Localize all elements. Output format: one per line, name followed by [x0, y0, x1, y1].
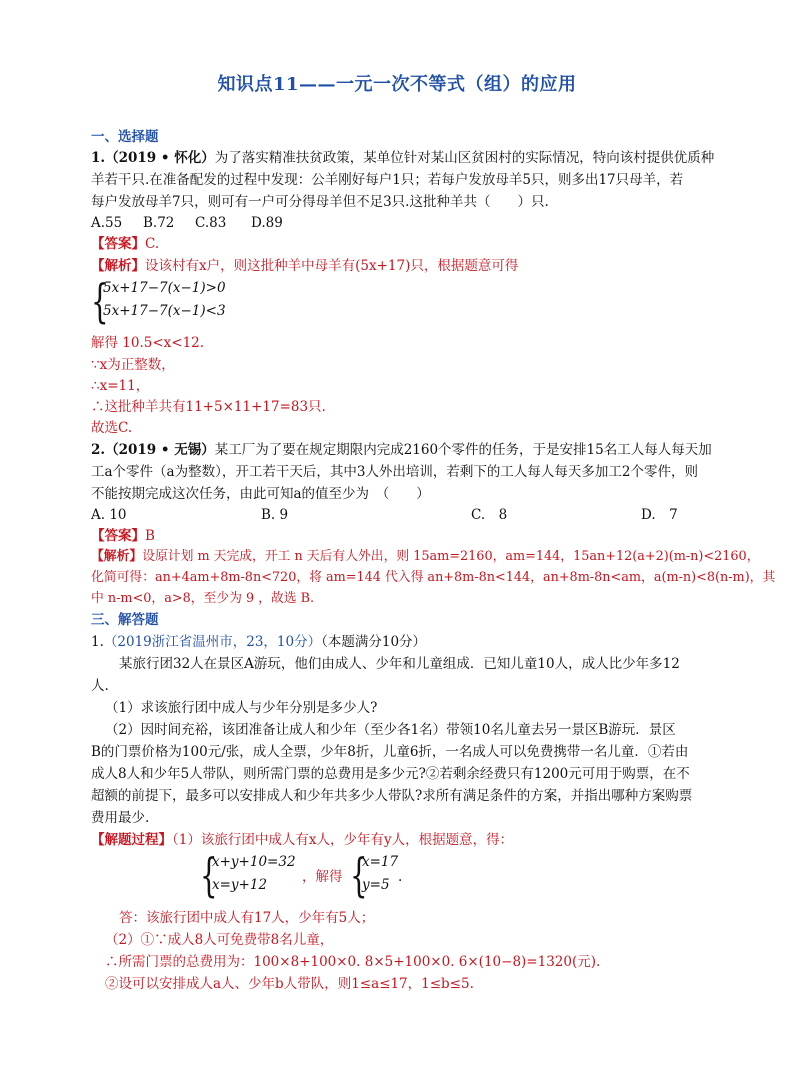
q2-line-2: 工a个零件（a为整数），开工若干天后，其中3人外出培训，若剩下的工人每人每天多加工2个零件，则: [91, 464, 699, 480]
q3-process-label: 【解题过程】: [91, 832, 172, 848]
q1-step-3: ∴这批种羊共有11+5×11+17=83只.: [91, 399, 326, 415]
q1-inequality-1: 5x+17−7(x−1)>0: [103, 280, 226, 296]
q3-dot: .: [398, 869, 403, 885]
q1-step-1: ∵x为正整数，: [91, 357, 175, 373]
q2-number: 2.: [91, 442, 106, 458]
q1-option-a: A.55: [91, 215, 123, 231]
q1-inequality-system: [91, 274, 291, 328]
q1-solve: 解得 10.5<x<12.: [91, 335, 205, 351]
q3-part-2-line-3: 成人8人和少年5人带队，则所需门票的总费用是多少元?②若剩余经费只有1200元可用于购票，在不: [91, 766, 690, 782]
q1-option-c: C.83: [195, 215, 227, 231]
section-heading-choice: 一、选择题: [91, 129, 159, 145]
q1-text-1: 为了落实精准扶贫政策，某单位针对某山区贫困村的实际情况，特向该村提供优质种: [214, 150, 715, 166]
q2-analysis-2: 化简可得：an+4am+8m-8n<720，将 am=144 代入得 an+8m-8n<144，an+8m-8n<am，a(m-n)<8(n-m)，其: [91, 570, 776, 585]
q3-solved-text: ，解得: [302, 869, 343, 885]
q3-para-1: 某旅行团32人在景区A游玩，他们由成人、少年和儿童组成．已知儿童10人，成人比少年多12: [119, 656, 680, 672]
q2-line-1: [91, 440, 712, 460]
left-brace-icon: {: [350, 848, 368, 902]
q2-answer-label: 【答案】: [91, 528, 145, 544]
q1-option-d: D.89: [251, 215, 283, 231]
q1-inequality-2: 5x+17−7(x−1)<3: [103, 303, 226, 319]
q3-part-2-line-5: 费用最少.: [91, 810, 150, 826]
q1-options: [91, 213, 283, 233]
q3-para-1b: 人.: [91, 678, 109, 694]
q2-text-1: 某工厂为了要在规定期限内完成2160个零件的任务，于是安排15名工人每人每天加: [214, 442, 712, 458]
q3-part-2-line-4: 超额的前提下，最多可以安排成人和少年共多少人带队?求所有满足条件的方案，并指出哪种方案购票: [91, 788, 693, 804]
q3-source-note: （本题满分10分）: [321, 634, 427, 650]
q3-source: （2019浙江省温州市，23，10分）: [103, 634, 322, 650]
q2-analysis-label: 【解析】: [91, 549, 143, 564]
q1-option-b: B.72: [143, 215, 175, 231]
q2-options: [91, 505, 678, 525]
q2-line-3: 不能按期完成这次任务，由此可知a的值至少为 （ ）: [91, 486, 430, 502]
q1-answer-value: C.: [145, 236, 160, 252]
q2-option-a: A. 10: [91, 507, 127, 523]
q1-line-2: 羊若干只.在准备配发的过程中发现：公羊刚好每户1只；若每户发放母羊5只，则多出17只母羊，若: [91, 172, 684, 188]
q1-step-2: ∴x=11，: [91, 378, 150, 394]
q2-option-c: C. 8: [471, 507, 508, 523]
q1-source: （2019 • 怀化）: [105, 150, 215, 166]
q1-step-4: 故选C.: [91, 420, 133, 436]
q3-line-1: [91, 632, 426, 652]
q2-answer-value: B: [145, 528, 155, 544]
q1-line-1: [91, 148, 714, 168]
q2-source: （2019 • 无锡）: [105, 442, 215, 458]
q3-part-2-line-2: B的门票价格为100元/张，成人全票，少年8折，儿童6折，一名成人可以免费携带一名儿童．①若由: [91, 744, 689, 760]
q3-process: [91, 830, 513, 850]
q1-line-3: 每户发放母羊7只，则可有一户可分得母羊但不足3只.这批种羊共（ ）只.: [91, 194, 549, 210]
q2-analysis-text-1: 设原计划 m 天完成，开工 n 天后有人外出，则 15am=2160，am=144，15an+12(a+2)(m-n)<2160，: [142, 549, 760, 564]
q3-step-2: ∴所需门票的总费用为：100×8+100×0. 8×5+100×0. 6×(10−8)=1320(元).: [105, 954, 601, 970]
q1-analysis-text: 设该村有x户，则这批种羊中母羊有(5x+17)只，根据题意可得: [145, 258, 519, 274]
left-brace-icon: {: [200, 848, 218, 902]
q2-option-b: B. 9: [261, 507, 289, 523]
q2-analysis-3: 中 n-m<0，a>8，至少为 9 ，故选 B.: [91, 591, 315, 606]
q3-equation-2: x=y+12: [212, 877, 268, 893]
q2-option-d: D. 7: [641, 507, 678, 523]
q3-step-3: ②设可以安排成人a人、少年b人带队，则1≤a≤17，1≤b≤5.: [105, 976, 474, 992]
section-heading-answer: 三、解答题: [91, 612, 159, 628]
q1-answer-label: 【答案】: [91, 236, 145, 252]
q3-step-1: （2）①∵成人8人可免费带8名儿童，: [105, 932, 334, 948]
q1-analysis: [91, 256, 518, 276]
q3-part-2-line-1: （2）因时间充裕，该团准备让成人和少年（至少各1名）带领10名儿童去另一景区B游玩．景区: [105, 722, 676, 738]
q2-answer: [91, 526, 155, 546]
q3-process-text: （1）该旅行团中成人有x人，少年有y人，根据题意，得：: [172, 832, 514, 848]
q1-analysis-label: 【解析】: [91, 258, 145, 274]
q1-answer: [91, 234, 159, 254]
q3-part-1: （1）求该旅行团中成人与少年分别是多少人?: [105, 700, 378, 716]
q3-number: 1.: [91, 634, 104, 650]
q3-solution-1: x=17: [362, 854, 399, 870]
q3-equation-1: x+y+10=32: [212, 854, 296, 870]
q3-answer-1: 答：该旅行团中成人有17人，少年有5人；: [119, 910, 375, 926]
page-title: 知识点11——一元一次不等式（组）的应用: [217, 74, 577, 95]
left-brace-icon: {: [91, 274, 109, 328]
q3-solution-2: y=5: [362, 877, 390, 893]
q1-number: 1.: [91, 150, 106, 166]
q2-analysis-1: [91, 547, 760, 567]
